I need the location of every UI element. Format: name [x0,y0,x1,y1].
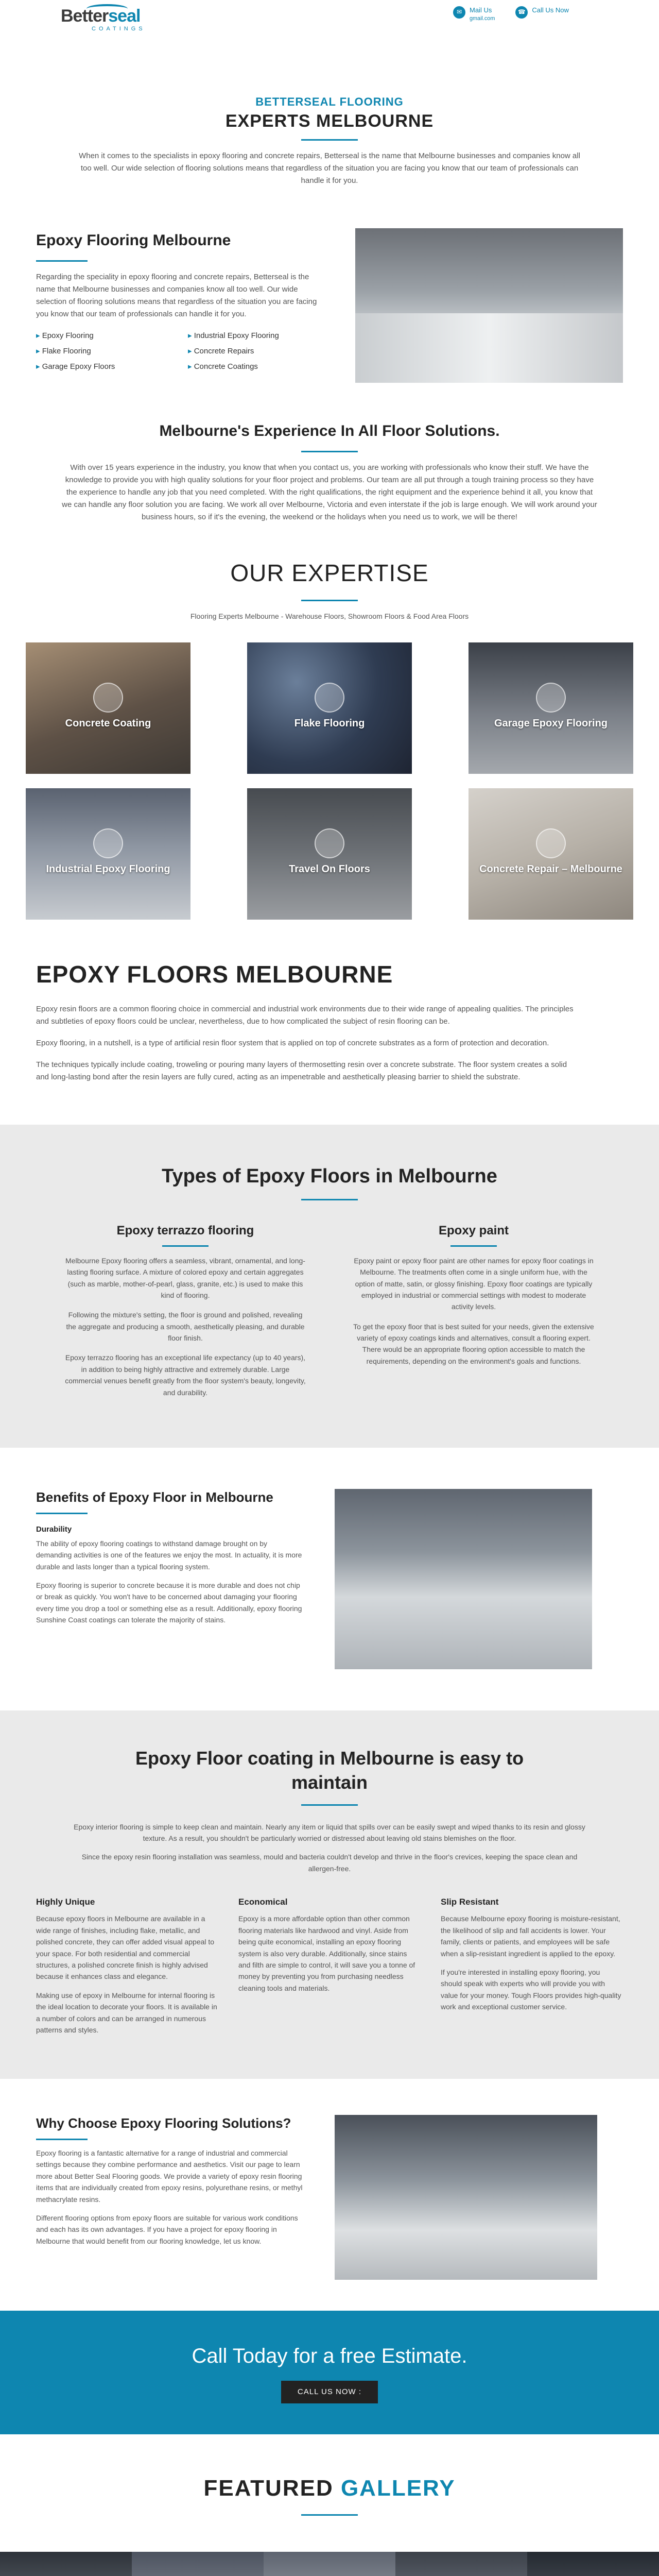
tile-industrial-epoxy-flooring[interactable] [26,788,190,920]
benefits-p2: Epoxy flooring is superior to concrete because it is more durable and does not chip or break as quickly. You won't have to be concerned about damaging your flooring every time you drop a tool or something else as a result. Additionally, epoxy flooring Sunshine Coast coatings can tolerate the majority of stains. [36,1581,302,1624]
concrete-repair-icon [536,828,566,858]
call-now-button[interactable]: CALL US NOW : [281,2381,378,2403]
intro-section [0,67,659,218]
feature-highly-unique [36,1895,218,2043]
site-header [0,0,659,67]
gallery-title-b: GALLERY [340,2476,456,2501]
mail-label: Mail Us [470,6,492,14]
floors-p3: The techniques typically include coating, troweling or pouring many layers of thermosetting resin over a concrete substrate. The floor system creates a solid and long-lasting bond after the resin layers are fully cured, acting as an impenetrable and aesthetically pleasing barrier to shield the substrate. [36,1060,567,1081]
divider [301,1199,358,1200]
tile-label: Industrial Epoxy Flooring [46,863,170,875]
divider [162,1245,209,1247]
tile-flake-flooring[interactable] [247,642,412,774]
coating-title: Epoxy Floor coating in Melbourne is easy to maintain [135,1748,524,1793]
terrazzo-p1: Melbourne Epoxy flooring offers a seamless, vibrant, ornamental, and long-lasting flooring surface. A mixture of colored epoxy and certain aggregates (such as marble, mother-of-pearl, glass, granite, etc.) is used to make this kind of flooring. [65,1256,305,1299]
gallery-image[interactable] [132,2552,264,2576]
divider [450,1245,497,1247]
divider [301,1804,358,1806]
expertise-subtitle: Flooring Experts Melbourne - Warehouse Floors, Showroom Floors & Food Area Floors [190,612,469,620]
divider [36,2139,88,2140]
logo-part-a: Better [61,6,109,26]
benefits-subtitle: Durability [36,1524,72,1534]
logo-tagline: COATINGS [92,26,146,32]
travel-icon [315,828,344,858]
types-title: Types of Epoxy Floors in Melbourne [162,1165,497,1187]
gallery-strip [0,2552,659,2576]
tile-garage-epoxy-flooring[interactable] [469,642,633,774]
feature-p2: If you're interested in installing epoxy flooring, you should speak with experts who will provide you with value for your money. Tough Floors provides high-quality work and exceptional customer service. [441,1968,621,2011]
fm-list-item: ▸ Flake Flooring [36,345,172,358]
industrial-icon [93,828,123,858]
epoxy-paint-title: Epoxy paint [438,1224,509,1238]
expertise-tiles [0,642,659,920]
expertise-title: OUR EXPERTISE [230,559,429,586]
feature-title: Economical [238,1897,288,1907]
gallery-title-a: FEATURED [203,2476,341,2501]
tile-travel-on-floors[interactable] [247,788,412,920]
phone-icon: ☎ [515,6,528,19]
glossy-floor-image [335,1489,592,1669]
top-bar [0,0,659,67]
coating-p2: Since the epoxy resin flooring installation was seamless, mould and bacteria couldn't develop and thrive in the floor's crevices, keeping the space clean and allergen-free. [81,1853,578,1873]
why-title: Why Choose Epoxy Flooring Solutions? [36,2115,291,2131]
experience-section [0,409,659,544]
tile-concrete-coating[interactable] [26,642,190,774]
tile-label: Flake Flooring [294,718,365,730]
experience-title: Melbourne's Experience In All Floor Solutions. [159,422,500,439]
fm-list-item: ▸ Concrete Coatings [188,361,324,373]
coating-p1: Epoxy interior flooring is simple to keep clean and maintain. Nearly any item or liquid that spills over can be easily swept and wiped thanks to its resin and glossy texture. As a result, you shouldn't be particularly worried or distressed about leaving old stains blemishes on the floor. [74,1822,585,1843]
feature-title: Slip Resistant [441,1897,499,1907]
feature-title: Highly Unique [36,1897,95,1907]
gallery-image[interactable] [527,2552,659,2576]
terrazzo-column [64,1221,306,1406]
epoxy-floors-section [36,935,623,1109]
intro-title: EXPERTS MELBOURNE [225,111,434,131]
divider [301,139,358,141]
coating-section [0,1710,659,2079]
floors-title: EPOXY FLOORS MELBOURNE [36,960,393,988]
fm-list-item: ▸ Garage Epoxy Floors [36,361,172,373]
flake-flooring-icon [315,683,344,713]
epoxy-paint-p1: Epoxy paint or epoxy floor paint are other names for epoxy floor coatings in Melbourne. The treatments often come in a single uniform hue, with the option of matte, satin, or glossy finishing. Epoxy floor coatings are typically employed in industrial or commercial settings with modest to moderate activity levels. [354,1256,594,1311]
tile-label: Travel On Floors [289,863,370,875]
divider [301,451,358,452]
call-contact[interactable] [515,6,569,22]
why-p1: Epoxy flooring is a fantastic alternative for a range of industrial and commercial settings because they combine performance and aesthetics. Visit our page to learn more about Better Seal Flooring goods. We provide a variety of epoxy resin flooring items that are individually created from epoxy resins, polyurethane resins, or methyl methacrylate resins. [36,2149,303,2204]
floors-p1: Epoxy resin floors are a common flooring choice in commercial and industrial work environments due to their wide range of appealing qualities. The principles and subtleties of epoxy floors could be unclear, nevertheless, due to how complicated the subject of resin flooring can be. [36,1004,574,1026]
logo-part-b: seal [108,6,141,26]
divider [301,2514,358,2516]
experience-body: With over 15 years experience in the industry, you know that when you contact us, you are working with professionals who know their stuff. We have the knowledge to provide you with high quality solutions for your floor project and problems. Our team are all put through a tough training process so they have the experience to handle any job that you need completed. With the right qualifications, the right equipment and the experience behind it all, you know that we can handle any floor solution you are facing. We work all over Melbourne, Victoria and even interstate if the job is large enough. We will work around your business hours, so if it's the evening, the weekend or the holidays when you need us to work, we will be there! [62,463,597,521]
why-section [36,2079,623,2311]
fm-list-item: ▸ Concrete Repairs [188,345,324,358]
garage-icon [536,683,566,713]
feature-p1: Because epoxy floors in Melbourne are available in a wide range of finishes, including flake, metallic, and polished concrete, they can offer added visual appeal to your space. For both residential and commercial structures, a polished concrete finish is highly advised because it enhances class and elegance. [36,1914,215,1981]
gallery-title [0,2470,659,2506]
call-label: Call Us Now [532,6,569,14]
tile-label: Garage Epoxy Flooring [494,718,608,730]
call-to-action [0,2311,659,2434]
gallery-image[interactable] [264,2552,395,2576]
concrete-coating-icon [93,683,123,713]
cta-title: Call Today for a free Estimate. [192,2345,467,2368]
flooring-melbourne-section [36,218,623,409]
terrazzo-p2: Following the mixture's setting, the floor is ground and polished, revealing the aggregate and producing a smooth, aesthetically pleasing, and durable floor finish. [66,1311,305,1343]
mail-contact[interactable] [453,6,495,22]
feature-p1: Epoxy is a more affordable option than other common flooring materials like hardwood and vinyl. Aside from being quite economical, installing an epoxy flooring system is also very durable. Additionally, since stains and filth are simple to control, it will save you a tonne of money by preventing you from purchasing needless cleaning tools and materials. [238,1914,415,1992]
tile-label: Concrete Repair – Melbourne [479,863,622,875]
epoxy-paint-p2: To get the epoxy floor that is best suited for your needs, given the extensive variety of epoxy coatings kinds and alternatives, consult a flooring expert. There would be an appropriate flooring option accessible to match the requirements, depending on the environment's goals and functions. [353,1322,594,1365]
divider [301,600,358,601]
fm-list-item: ▸ Epoxy Flooring [36,330,172,342]
warehouse-floor-image [355,228,623,383]
benefits-section [36,1448,623,1710]
gallery-section [0,2434,659,2551]
fm-body: Regarding the speciality in epoxy flooring and concrete repairs, Betterseal is the name that Melbourne businesses and companies know all too well. Our wide selection of flooring solutions means that regardless of the situation you are facing you know that our team of professionals can handle it for you. [36,272,317,318]
gallery-image[interactable] [0,2552,132,2576]
showroom-floor-image [335,2115,597,2280]
terrazzo-p3: Epoxy terrazzo flooring has an exceptional life expectancy (up to 40 years), in addition to being highly attractive and extremely durable. Large commercial venues benefit greatly from the floor system's beauty, longevity, and durability. [65,1353,306,1397]
feature-p1: Because Melbourne epoxy flooring is moisture-resistant, the likelihood of slip and fall accidents is lower. Your family, clients or patients, and employees will be safe when a slip-resistant ingredient is applied to the epoxy. [441,1914,620,1958]
feature-p2: Making use of epoxy in Melbourne for internal flooring is the ideal location to decorate your floors. It is available in a number of colors and can be arranged in numerous patterns and styles. [36,1991,217,2034]
feature-economical [238,1895,420,2043]
mail-icon: ✉ [453,6,465,19]
tile-label: Concrete Coating [65,718,151,730]
why-p2: Different flooring options from epoxy floors are suitable for various work conditions and each has its own advantages. If you have a project for epoxy flooring in Melbourne that would benefit from our flooring knowledge, let us know. [36,2214,298,2245]
benefits-title: Benefits of Epoxy Floor in Melbourne [36,1489,273,1505]
tile-concrete-repair[interactable] [469,788,633,920]
header-contacts [453,6,569,22]
divider [36,1513,88,1514]
site-logo[interactable] [61,7,159,34]
feature-slip-resistant [441,1895,622,2043]
benefits-p1: The ability of epoxy flooring coatings to withstand damage brought on by demanding activities is one of the features we enjoy the most. In actuality, it is more durable and lasts longer than a typical flooring system. [36,1539,302,1571]
epoxy-paint-column [353,1221,595,1406]
terrazzo-title: Epoxy terrazzo flooring [116,1224,254,1238]
intro-body: When it comes to the specialists in epoxy flooring and concrete repairs, Betterseal is the name that Melbourne businesses and companies know all too well. Our wide selection of flooring solutions means that regardless of the situation you are facing you know that our team of professionals can handle it for you. [79,151,580,185]
mail-value: gmail.com [470,15,495,22]
divider [36,260,88,262]
expertise-section [0,544,659,935]
fm-list-item: ▸ Industrial Epoxy Flooring [188,330,324,342]
floors-p2: Epoxy flooring, in a nutshell, is a type of artificial resin floor system that is applied on top of concrete substrates as a form of protection and decoration. [36,1038,549,1047]
types-section [0,1125,659,1448]
logo-swoosh-icon [86,4,128,13]
gallery-image[interactable] [395,2552,527,2576]
fm-title: Epoxy Flooring Melbourne [36,231,231,249]
fm-service-list [36,330,324,373]
intro-kicker: BETTERSEAL FLOORING [255,95,404,108]
